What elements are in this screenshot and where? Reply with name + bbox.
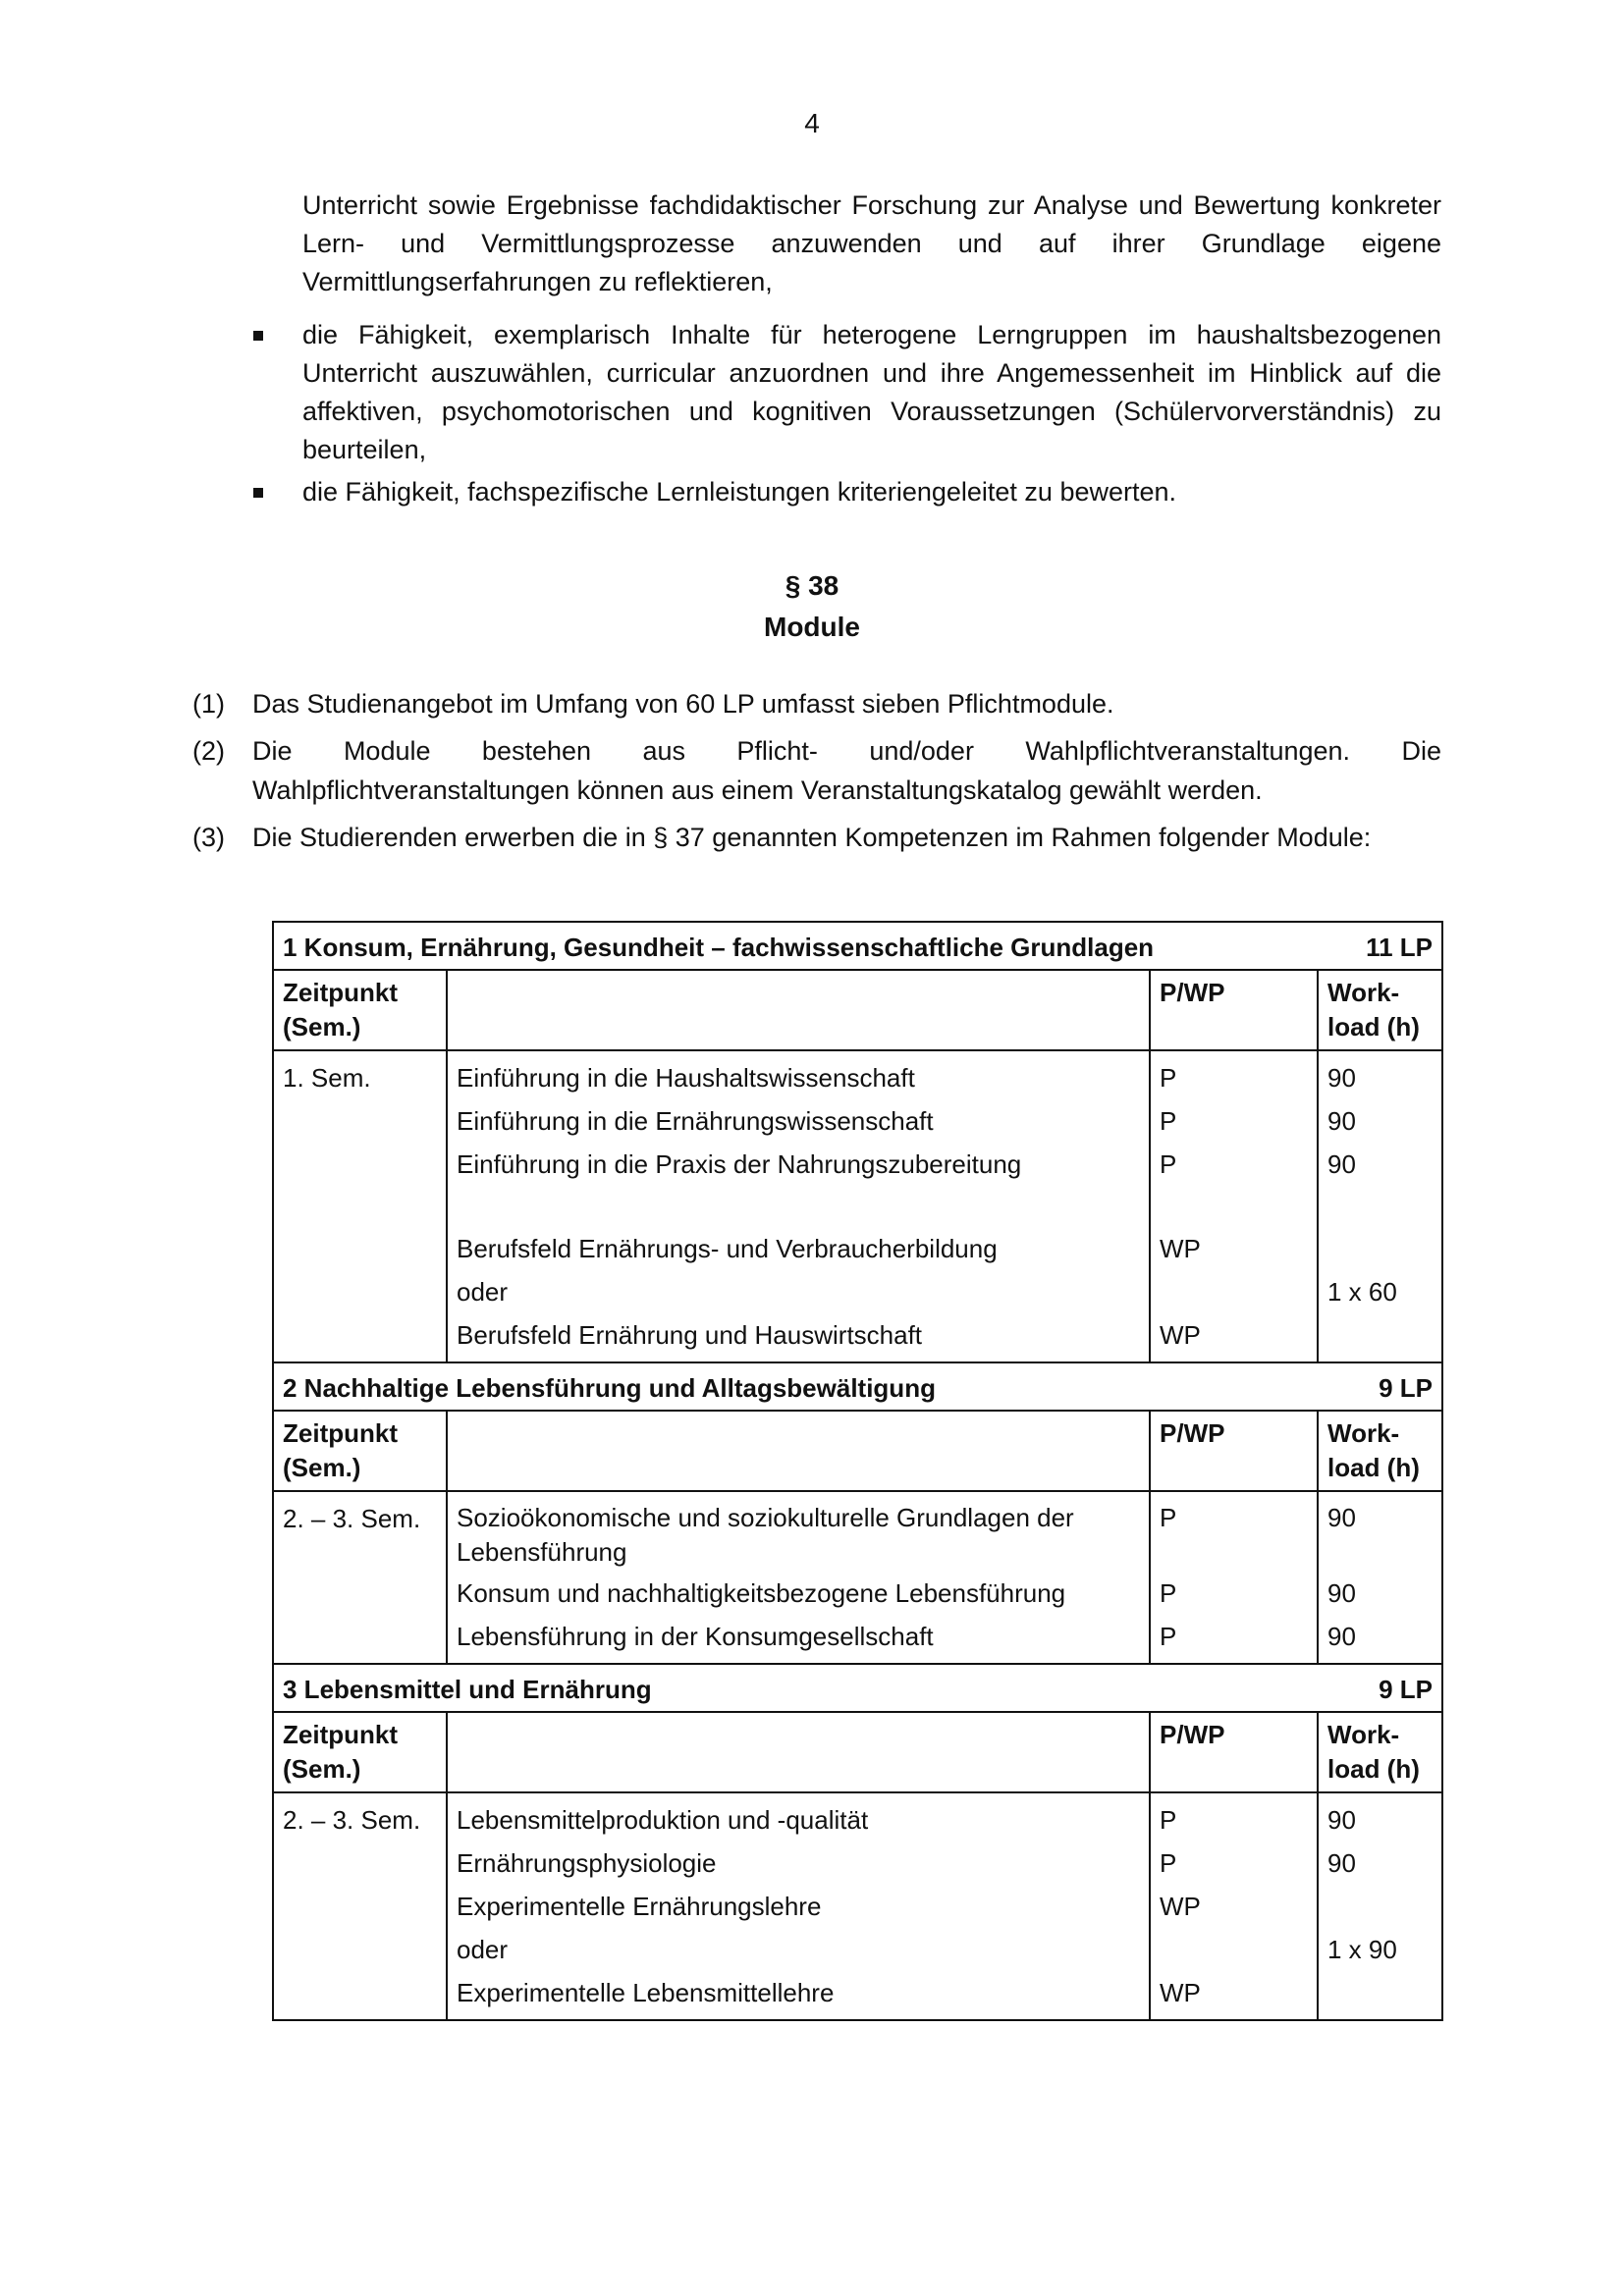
table-row [273,1050,1442,1362]
list-item [250,473,1441,511]
item-number: (3) [192,823,225,852]
list-item [192,818,1441,857]
pwp-cell: WP [1160,1892,1201,1921]
course-header [447,970,1150,1050]
module-title: 2 Nachhaltige Lebensführung und Alltagsbewältigung [283,1373,936,1403]
table-row [273,1491,1442,1664]
section-number: § 38 [785,570,839,601]
bullet-text: die Fähigkeit, exemplarisch Inhalte für heterogene Lerngruppen im haushaltsbezogenen Unterricht auszuwählen, curricular anzuordnen und ihre Angemessenheit im Hinblick auf die affektiven, psychomotorischen und kognitiven Voraussetzungen (Schülervorverständnis) zu beurteilen, [302,320,1441,464]
semester-cell: 2. – 3. Sem. [283,1504,421,1533]
zeitpunkt-header: Zeitpunkt (Sem.) [273,1411,447,1491]
workload-header: Work- load (h) [1318,970,1442,1050]
workload-cell: 90 [1327,1578,1356,1608]
table-header-row [273,1712,1442,1792]
item-number: (1) [192,689,225,719]
table-header-row [273,1411,1442,1491]
workload-cell: 90 [1327,1805,1356,1835]
item-text: Die Studierenden erwerben die in § 37 genannten Kompetenzen im Rahmen folgender Module: [252,823,1372,852]
intro-continuation: Unterricht sowie Ergebnisse fachdidaktischer Forschung zur Analyse und Bewertung konkreter Lern- und Vermittlungsprozesse anzuwenden und auf ihrer Grundlage eigene Vermittlungserfahrungen zu reflektieren, [302,190,1441,296]
list-item [192,684,1441,723]
square-bullet-icon [253,331,263,341]
module-credits: 9 LP [1379,1373,1433,1403]
pwp-cell: WP [1160,1320,1201,1350]
course-cell: oder [457,1277,509,1307]
pwp-cell: P [1160,1805,1177,1835]
numbered-paragraphs [192,684,1441,865]
table-row [273,1792,1442,2020]
course-cell: Einführung in die Ernährungswissenschaft [457,1106,934,1136]
workload-cell: 90 [1327,1063,1356,1093]
course-header [447,1411,1150,1491]
workload-cell: 90 [1327,1106,1356,1136]
competence-bullet-list [250,316,1441,515]
zeitpunkt-header: Zeitpunkt (Sem.) [273,970,447,1050]
semester-cell: 1. Sem. [283,1063,371,1093]
course-cell: Konsum und nachhaltigkeitsbezogene Lebensführung [457,1578,1066,1608]
module-title: 1 Konsum, Ernährung, Gesundheit – fachwissenschaftliche Grundlagen [283,933,1155,962]
module-title-row [273,1362,1442,1411]
course-header [447,1712,1150,1792]
workload-cell: 1 x 90 [1327,1935,1397,1964]
course-cell: Berufsfeld Ernährung und Hauswirtschaft [457,1320,923,1350]
item-text: Die Module bestehen aus Pflicht- und/oder Wahlpflichtveranstaltungen. Die Wahlpflichtveranstaltungen können aus einem Veranstaltungskatalog gewählt werden. [252,736,1441,805]
table-header-row [273,970,1442,1050]
workload-cell: 90 [1327,1503,1356,1532]
list-item [192,731,1441,810]
pwp-cell: P [1160,1149,1177,1179]
module-title-row [273,922,1442,970]
pwp-cell: WP [1160,1234,1201,1263]
pwp-header: P/WP [1150,970,1318,1050]
page-number: 4 [804,108,820,138]
pwp-cell: P [1160,1848,1177,1878]
course-cell: Sozioökonomische und soziokulturelle Grundlagen der Lebensführung [457,1503,1074,1567]
workload-cell [1327,1313,1433,1357]
zeitpunkt-header: Zeitpunkt (Sem.) [273,1712,447,1792]
workload-cell [1327,1885,1433,1928]
pwp-cell: WP [1160,1978,1201,2007]
item-number: (2) [192,736,225,766]
pwp-cell: P [1160,1622,1177,1651]
pwp-cell: P [1160,1063,1177,1093]
module-title: 3 Lebensmittel und Ernährung [283,1675,652,1704]
module-credits: 9 LP [1379,1675,1433,1704]
workload-header: Work- load (h) [1318,1411,1442,1491]
item-text: Das Studienangebot im Umfang von 60 LP umfasst sieben Pflichtmodule. [252,689,1114,719]
workload-cell: 90 [1327,1848,1356,1878]
pwp-cell: P [1160,1503,1177,1532]
workload-cell [1327,1227,1433,1270]
module-title-row [273,1664,1442,1712]
course-cell: Lebensführung in der Konsumgesellschaft [457,1622,934,1651]
workload-cell: 1 x 60 [1327,1277,1397,1307]
course-cell: Experimentelle Lebensmittellehre [457,1978,835,2007]
course-cell: Einführung in die Haushaltswissenschaft [457,1063,915,1093]
workload-header: Work- load (h) [1318,1712,1442,1792]
course-cell: Ernährungsphysiologie [457,1848,717,1878]
course-cell: Lebensmittelproduktion und -qualität [457,1805,869,1835]
workload-cell: 90 [1327,1149,1356,1179]
module-table [272,921,1443,2021]
workload-cell [1327,1971,1433,2014]
pwp-cell [1160,1270,1308,1313]
workload-cell: 90 [1327,1622,1356,1651]
pwp-cell: P [1160,1578,1177,1608]
pwp-cell [1160,1928,1308,1971]
pwp-cell: P [1160,1106,1177,1136]
list-item [250,316,1441,469]
pwp-header: P/WP [1150,1411,1318,1491]
course-cell: Berufsfeld Ernährungs- und Verbraucherbildung [457,1234,998,1263]
pwp-header: P/WP [1150,1712,1318,1792]
course-cell: Einführung in die Praxis der Nahrungszubereitung [457,1149,1022,1179]
module-credits: 11 LP [1366,933,1433,962]
course-cell: oder [457,1935,509,1964]
course-cell: Experimentelle Ernährungslehre [457,1892,822,1921]
section-title: Module [764,612,860,642]
square-bullet-icon [253,488,263,498]
bullet-text: die Fähigkeit, fachspezifische Lernleistungen kriteriengeleitet zu bewerten. [302,477,1177,507]
semester-cell: 2. – 3. Sem. [283,1805,421,1835]
